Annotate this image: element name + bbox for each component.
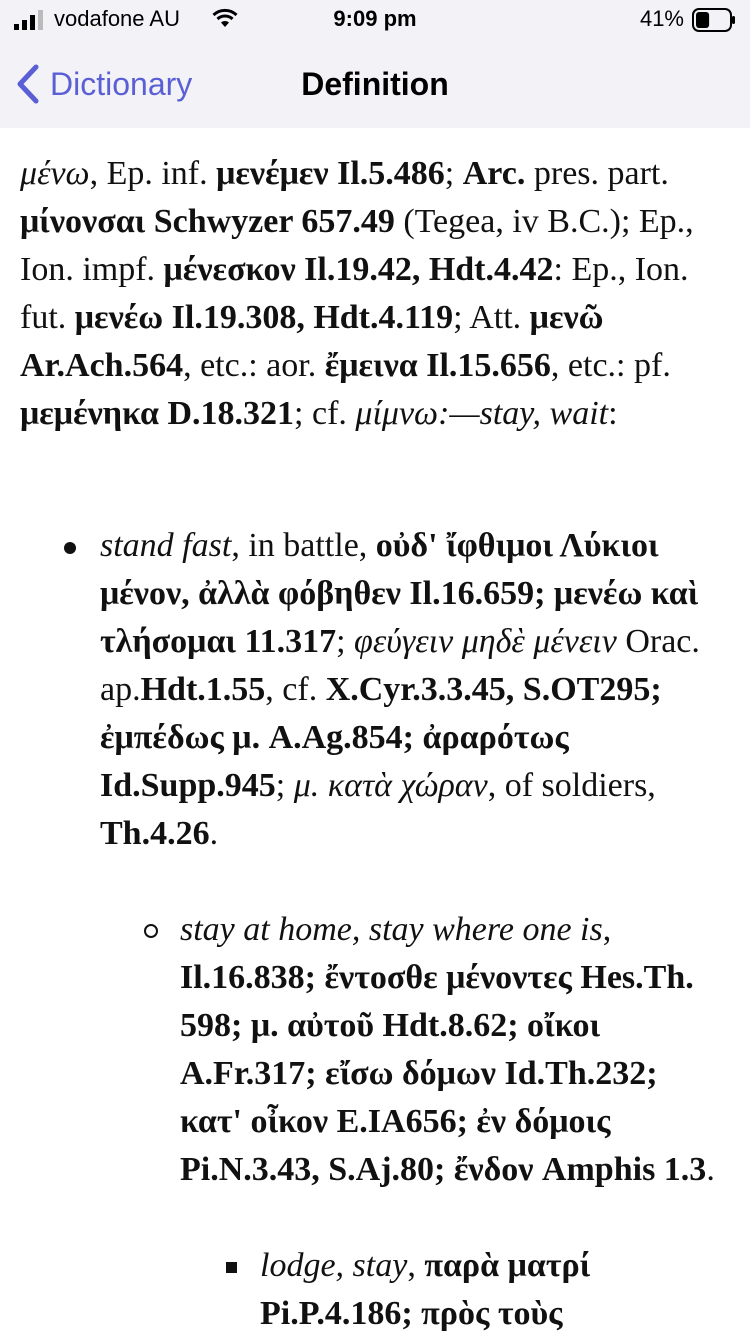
plain-text: Orac. ap. [100, 623, 700, 708]
citation-text: Arc. [462, 155, 526, 192]
plain-text: , [602, 911, 612, 948]
citation-text: παρὰ ματρί Pi.P.4.186; πρὸς τοὺς [260, 1247, 591, 1332]
citation-text: μεμένηκα D.18.321 [20, 395, 295, 432]
plain-text: , [407, 1247, 425, 1284]
citation-text: μενῶ Ar.Ach.564 [20, 299, 604, 384]
plain-text: , Ep. inf. [89, 155, 217, 192]
battery-percentage: 41% [639, 6, 684, 31]
plain-text: . [209, 815, 219, 852]
citation-text: μενέω Il.19.308, Hdt.4.119 [74, 299, 454, 336]
bullet-circle-icon [144, 924, 158, 938]
citation-text: ἔμεινα Il.15.656 [324, 347, 551, 384]
bullet-square-icon [226, 1262, 237, 1273]
plain-text: . [706, 1151, 715, 1188]
bullet-disc-icon [64, 542, 76, 554]
battery-icon [692, 8, 736, 32]
citation-text: οὐδ' ἴφθιμοι Λύκιοι μένον, ἀλλὰ φόβηθεν Il.16.659; μενέω καὶ τλήσομαι 11.317 [100, 527, 699, 660]
gloss-text: stay at home, stay where one is [180, 911, 603, 948]
plain-text: ; [336, 623, 355, 660]
citation-text: Hdt.1.55 [140, 671, 266, 708]
plain-text: , etc.: aor. [183, 347, 325, 384]
sense-lodge-stay [260, 1242, 740, 1334]
plain-text: ; [275, 767, 294, 804]
carrier-name: vodafone AU [54, 6, 180, 31]
page-title: Definition [301, 66, 449, 102]
citation-text: μενέμεν Il.5.486 [216, 155, 445, 192]
citation-text: X.Cyr.3.3.45, S.OT295; ἐμπέδως μ. A.Ag.854; ἀραρότως Id.Supp.945 [100, 671, 662, 804]
definition-content[interactable] [0, 128, 750, 1334]
citation-text: μίνονσαι Schwyzer 657.49 [20, 203, 395, 240]
plain-text: : Ep., Ion. fut. [20, 251, 689, 336]
sense-stay-at-home [180, 906, 720, 1194]
gloss-text: μίμνω:—stay, wait [355, 395, 609, 432]
gloss-text: μένω [20, 155, 90, 192]
plain-text: , of soldiers, [487, 767, 656, 804]
clock-time: 9:09 pm [333, 6, 417, 31]
plain-text: ; Att. [453, 299, 530, 336]
citation-text: Il.16.838; ἔντοσθε μένοντες Hes.Th. 598; μ. αὐτοῦ Hdt.8.62; οἴκοι A.Fr.317; εἴσω δόμων Id.Th.232; κατ' οἶκον E.IA656; ἐν δόμοις Pi.N.3.43, S.Aj.80; ἔνδον Amphis 1.3 [180, 959, 707, 1188]
gloss-text: lodge, stay [260, 1247, 408, 1284]
citation-text: Th.4.26 [100, 815, 210, 852]
back-button-label: Dictionary [50, 65, 193, 102]
gloss-text: stand fast [100, 527, 232, 564]
plain-text: : [608, 395, 618, 432]
gloss-text: φεύγειν μηδὲ μένειν [354, 623, 617, 660]
plain-text: , etc.: pf. [550, 347, 671, 384]
entry-intro [20, 150, 732, 438]
status-bar [0, 0, 750, 40]
plain-text: ; [444, 155, 463, 192]
plain-text: (Tegea, iv B.C.); Ep., Ion. impf. [20, 203, 694, 288]
plain-text: , in battle, [231, 527, 376, 564]
citation-text: μένεσκον Il.19.42, Hdt.4.42 [163, 251, 554, 288]
plain-text: ; cf. [294, 395, 356, 432]
gloss-text: μ. κατὰ χώραν [293, 767, 488, 804]
plain-text: , cf. [265, 671, 326, 708]
plain-text: pres. part. [525, 155, 669, 192]
sense-stand-fast [100, 522, 700, 858]
navigation-bar [0, 40, 750, 128]
